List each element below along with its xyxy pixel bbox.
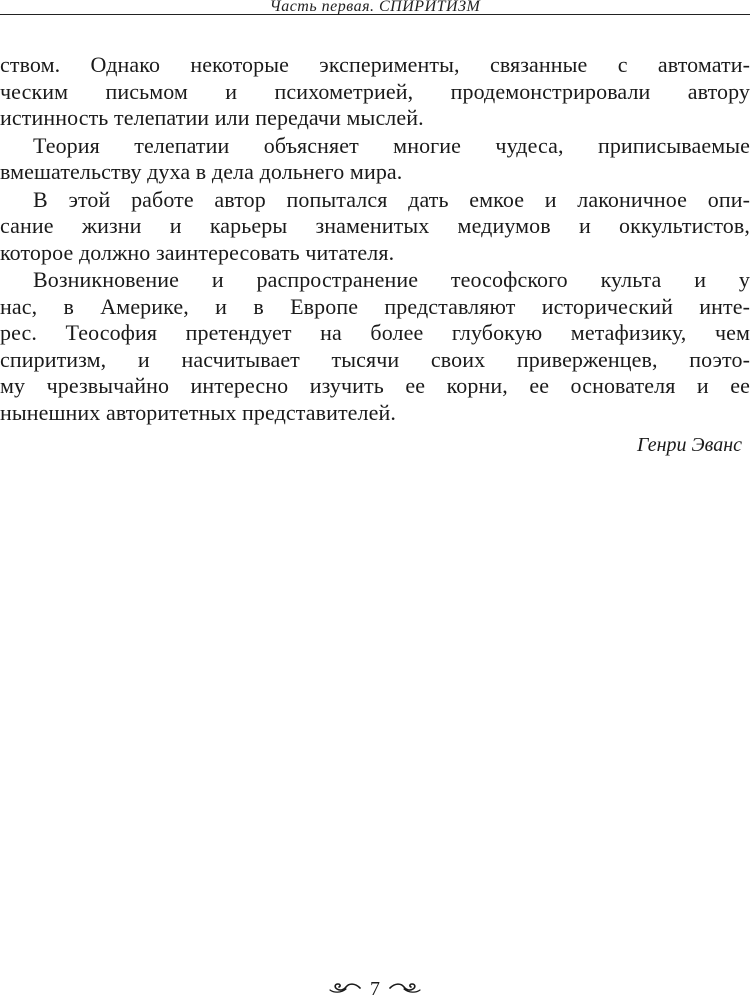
paragraph xyxy=(0,133,750,186)
running-head xyxy=(0,0,750,14)
text-line: Теория телепатии объясняет многие чудеса, приписываемые xyxy=(33,132,750,158)
text-line: которое должно заинтересовать читателя. xyxy=(0,239,395,265)
text-line: истинность телепатии или передачи мыслей. xyxy=(0,105,424,130)
paragraph xyxy=(0,52,750,132)
left-flourish-icon xyxy=(329,979,361,999)
paragraph xyxy=(0,267,750,426)
text-line: вмешательству духа в дела дольнего мира. xyxy=(0,159,403,184)
text-line: ством. Однако некоторые эксперименты, связанные с автомати- xyxy=(0,52,750,77)
text-line: рес. Теософия претендует на более глубокую метафизику, чем xyxy=(0,320,750,345)
text-line: Возникновение и распространение теософского культа и у xyxy=(33,267,750,292)
paragraph xyxy=(0,187,750,267)
text-line: ческим письмом и психометрией, продемонстрировали автору xyxy=(0,78,750,104)
body-text xyxy=(0,52,750,426)
text-line: В этой работе автор попытался дать емкое и лаконичное опи- xyxy=(33,186,750,212)
text-line: му чрезвычайно интересно изучить ее корни, ее основателя и ее xyxy=(0,373,750,398)
page-footer xyxy=(0,978,750,999)
right-flourish-icon xyxy=(389,979,421,999)
author-signature: Генри Эванс xyxy=(636,434,742,456)
page-number: 7 xyxy=(370,978,380,1000)
running-head-rule xyxy=(0,14,750,15)
text-line: нас, в Америке, и в Европе представляют исторический инте- xyxy=(0,293,750,319)
text-line: нынешних авторитетных представителей. xyxy=(0,399,396,425)
text-line: сание жизни и карьеры знаменитых медиумов и оккультистов, xyxy=(0,213,750,238)
running-head-title: Часть первая. СПИРИТИЗМ xyxy=(269,0,481,14)
text-line: спиритизм, и насчитывает тысячи своих приверженцев, поэто- xyxy=(0,346,750,372)
